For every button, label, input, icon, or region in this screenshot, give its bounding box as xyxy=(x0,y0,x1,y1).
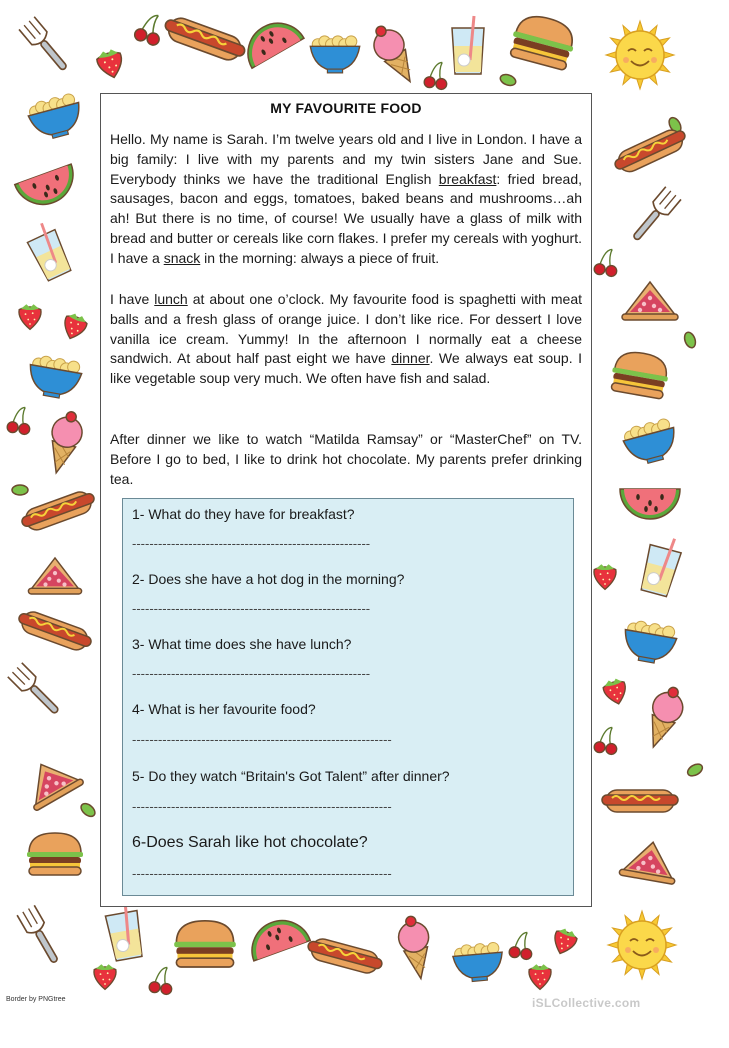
worksheet-page xyxy=(100,93,592,907)
answer-line-3[interactable]: ------------------------------------------------------- xyxy=(132,666,371,681)
pie-icon xyxy=(28,558,81,594)
strawberry-icon xyxy=(19,304,41,329)
answer-line-2[interactable]: ------------------------------------------------------- xyxy=(132,601,371,616)
cherries-icon xyxy=(594,727,617,754)
pie-icon xyxy=(619,837,681,884)
bowl-icon xyxy=(452,942,504,983)
sun-icon xyxy=(608,911,676,979)
vocab-breakfast: breakfast xyxy=(438,170,497,187)
bowl-icon xyxy=(310,36,359,73)
pea-icon xyxy=(79,801,98,819)
cherries-icon xyxy=(424,62,447,89)
strawberry-icon xyxy=(550,926,579,957)
story-text: . We always eat soup. I like vegetable soup very much. We often have fish and salad. xyxy=(110,350,582,387)
icecream-icon xyxy=(366,19,423,89)
cutlery-icon xyxy=(628,187,681,245)
watermelon-icon xyxy=(15,164,82,213)
watermark: iSLCollective.com xyxy=(532,996,641,1010)
hotdog-icon xyxy=(602,790,678,812)
glass-icon xyxy=(23,219,74,282)
cherries-icon xyxy=(133,12,163,46)
pie-icon xyxy=(17,750,84,811)
bowl-icon xyxy=(620,417,680,468)
bowl-icon xyxy=(621,619,679,666)
story-text: : fried bread, sausages, bacon and eggs, tomatoes, baked beans and mushrooms…ah ah! But there is no time, of course! We usually have a glass of milk with bread and butter or cereals like corn flakes. I prefer my cereals with yoghurt. I have a xyxy=(110,170,582,266)
story-text: I have xyxy=(110,291,155,307)
cherries-icon xyxy=(7,407,30,434)
cherries-icon xyxy=(149,967,172,994)
vocab-dinner: dinner xyxy=(391,350,430,367)
vocab-snack: snack xyxy=(163,249,201,266)
burger-icon xyxy=(27,833,83,875)
story-paragraph-1 xyxy=(110,130,582,269)
answer-line-4[interactable]: ------------------------------------------------------------ xyxy=(132,732,392,747)
pea-icon xyxy=(12,485,28,495)
burger-icon xyxy=(508,11,579,72)
hotdog-icon xyxy=(15,608,94,655)
bowl-icon xyxy=(25,92,85,143)
question-3: 3- What time does she have lunch? xyxy=(132,636,352,652)
cherries-icon xyxy=(509,932,532,959)
pea-icon xyxy=(686,762,705,779)
glass-icon xyxy=(638,533,684,597)
question-6: 6-Does Sarah like hot chocolate? xyxy=(132,834,368,851)
pie-icon xyxy=(622,282,678,320)
icecream-icon xyxy=(42,408,87,477)
page-title: MY FAVOURITE FOOD xyxy=(270,100,422,116)
burger-icon xyxy=(174,921,236,967)
watermelon-icon xyxy=(244,912,311,961)
strawberry-icon xyxy=(602,677,630,707)
strawberry-icon xyxy=(529,964,551,989)
hotdog-icon xyxy=(161,13,248,64)
answer-line-1[interactable]: ------------------------------------------------------- xyxy=(132,536,371,551)
question-4: 4- What is her favourite food? xyxy=(132,701,316,717)
hotdog-icon xyxy=(19,488,98,535)
hotdog-icon xyxy=(305,936,384,977)
cherries-icon xyxy=(594,249,617,276)
answer-line-5[interactable]: ------------------------------------------------------------ xyxy=(132,799,392,814)
question-5: 5- Do they watch “Britain's Got Talent” after dinner? xyxy=(132,768,450,784)
story-paragraph-3: After dinner we like to watch “Matilda Ramsay” or “MasterChef” on TV. Before I go to bed, I like to drink hot chocolate. My parents prefer drinking tea. xyxy=(110,431,582,487)
icecream-icon xyxy=(395,914,435,981)
question-2: 2- Does she have a hot dog in the morning? xyxy=(132,571,405,587)
watermelon-icon xyxy=(237,12,304,68)
question-1: 1- What do they have for breakfast? xyxy=(132,506,355,522)
cutlery-icon xyxy=(17,905,64,966)
vocab-lunch: lunch xyxy=(154,291,188,307)
story-text: at about one o’clock. My favourite food is spaghetti with meat balls and a fresh glass of orange juice. I don’t like rice. For dessert I love vanilla ice cream. Yummy! In the afternoon I normally eat a cheese sandwich. At about half past eight we have xyxy=(110,291,582,367)
border-credit: Border by PNGtree xyxy=(6,996,66,1003)
icecream-icon xyxy=(639,683,689,752)
strawberry-icon xyxy=(95,47,126,80)
questions-box xyxy=(122,498,574,896)
strawberry-icon xyxy=(94,964,116,989)
cutlery-icon xyxy=(19,17,72,75)
strawberry-icon xyxy=(594,564,616,589)
strawberry-icon xyxy=(60,311,89,342)
story-text: Hello. My name is Sarah. I’m twelve years old and I live in London. I have a big family: I live with my parents and my twin sisters Jane and Sue. Everybody thinks we have the traditional English xyxy=(110,131,582,187)
answer-line-6[interactable]: ------------------------------------------------------------ xyxy=(132,866,392,881)
sun-icon xyxy=(606,21,674,89)
story-text: in the morning: always a piece of fruit. xyxy=(200,249,440,266)
pea-icon xyxy=(683,331,698,349)
burger-icon xyxy=(609,348,671,399)
watermelon-icon xyxy=(620,489,680,519)
glass-icon xyxy=(452,16,484,74)
pea-icon xyxy=(499,73,517,88)
bowl-icon xyxy=(26,354,84,401)
cutlery-icon xyxy=(8,663,64,719)
glass-icon xyxy=(103,899,145,962)
story-paragraph-2 xyxy=(110,290,582,389)
hotdog-icon xyxy=(611,125,689,177)
